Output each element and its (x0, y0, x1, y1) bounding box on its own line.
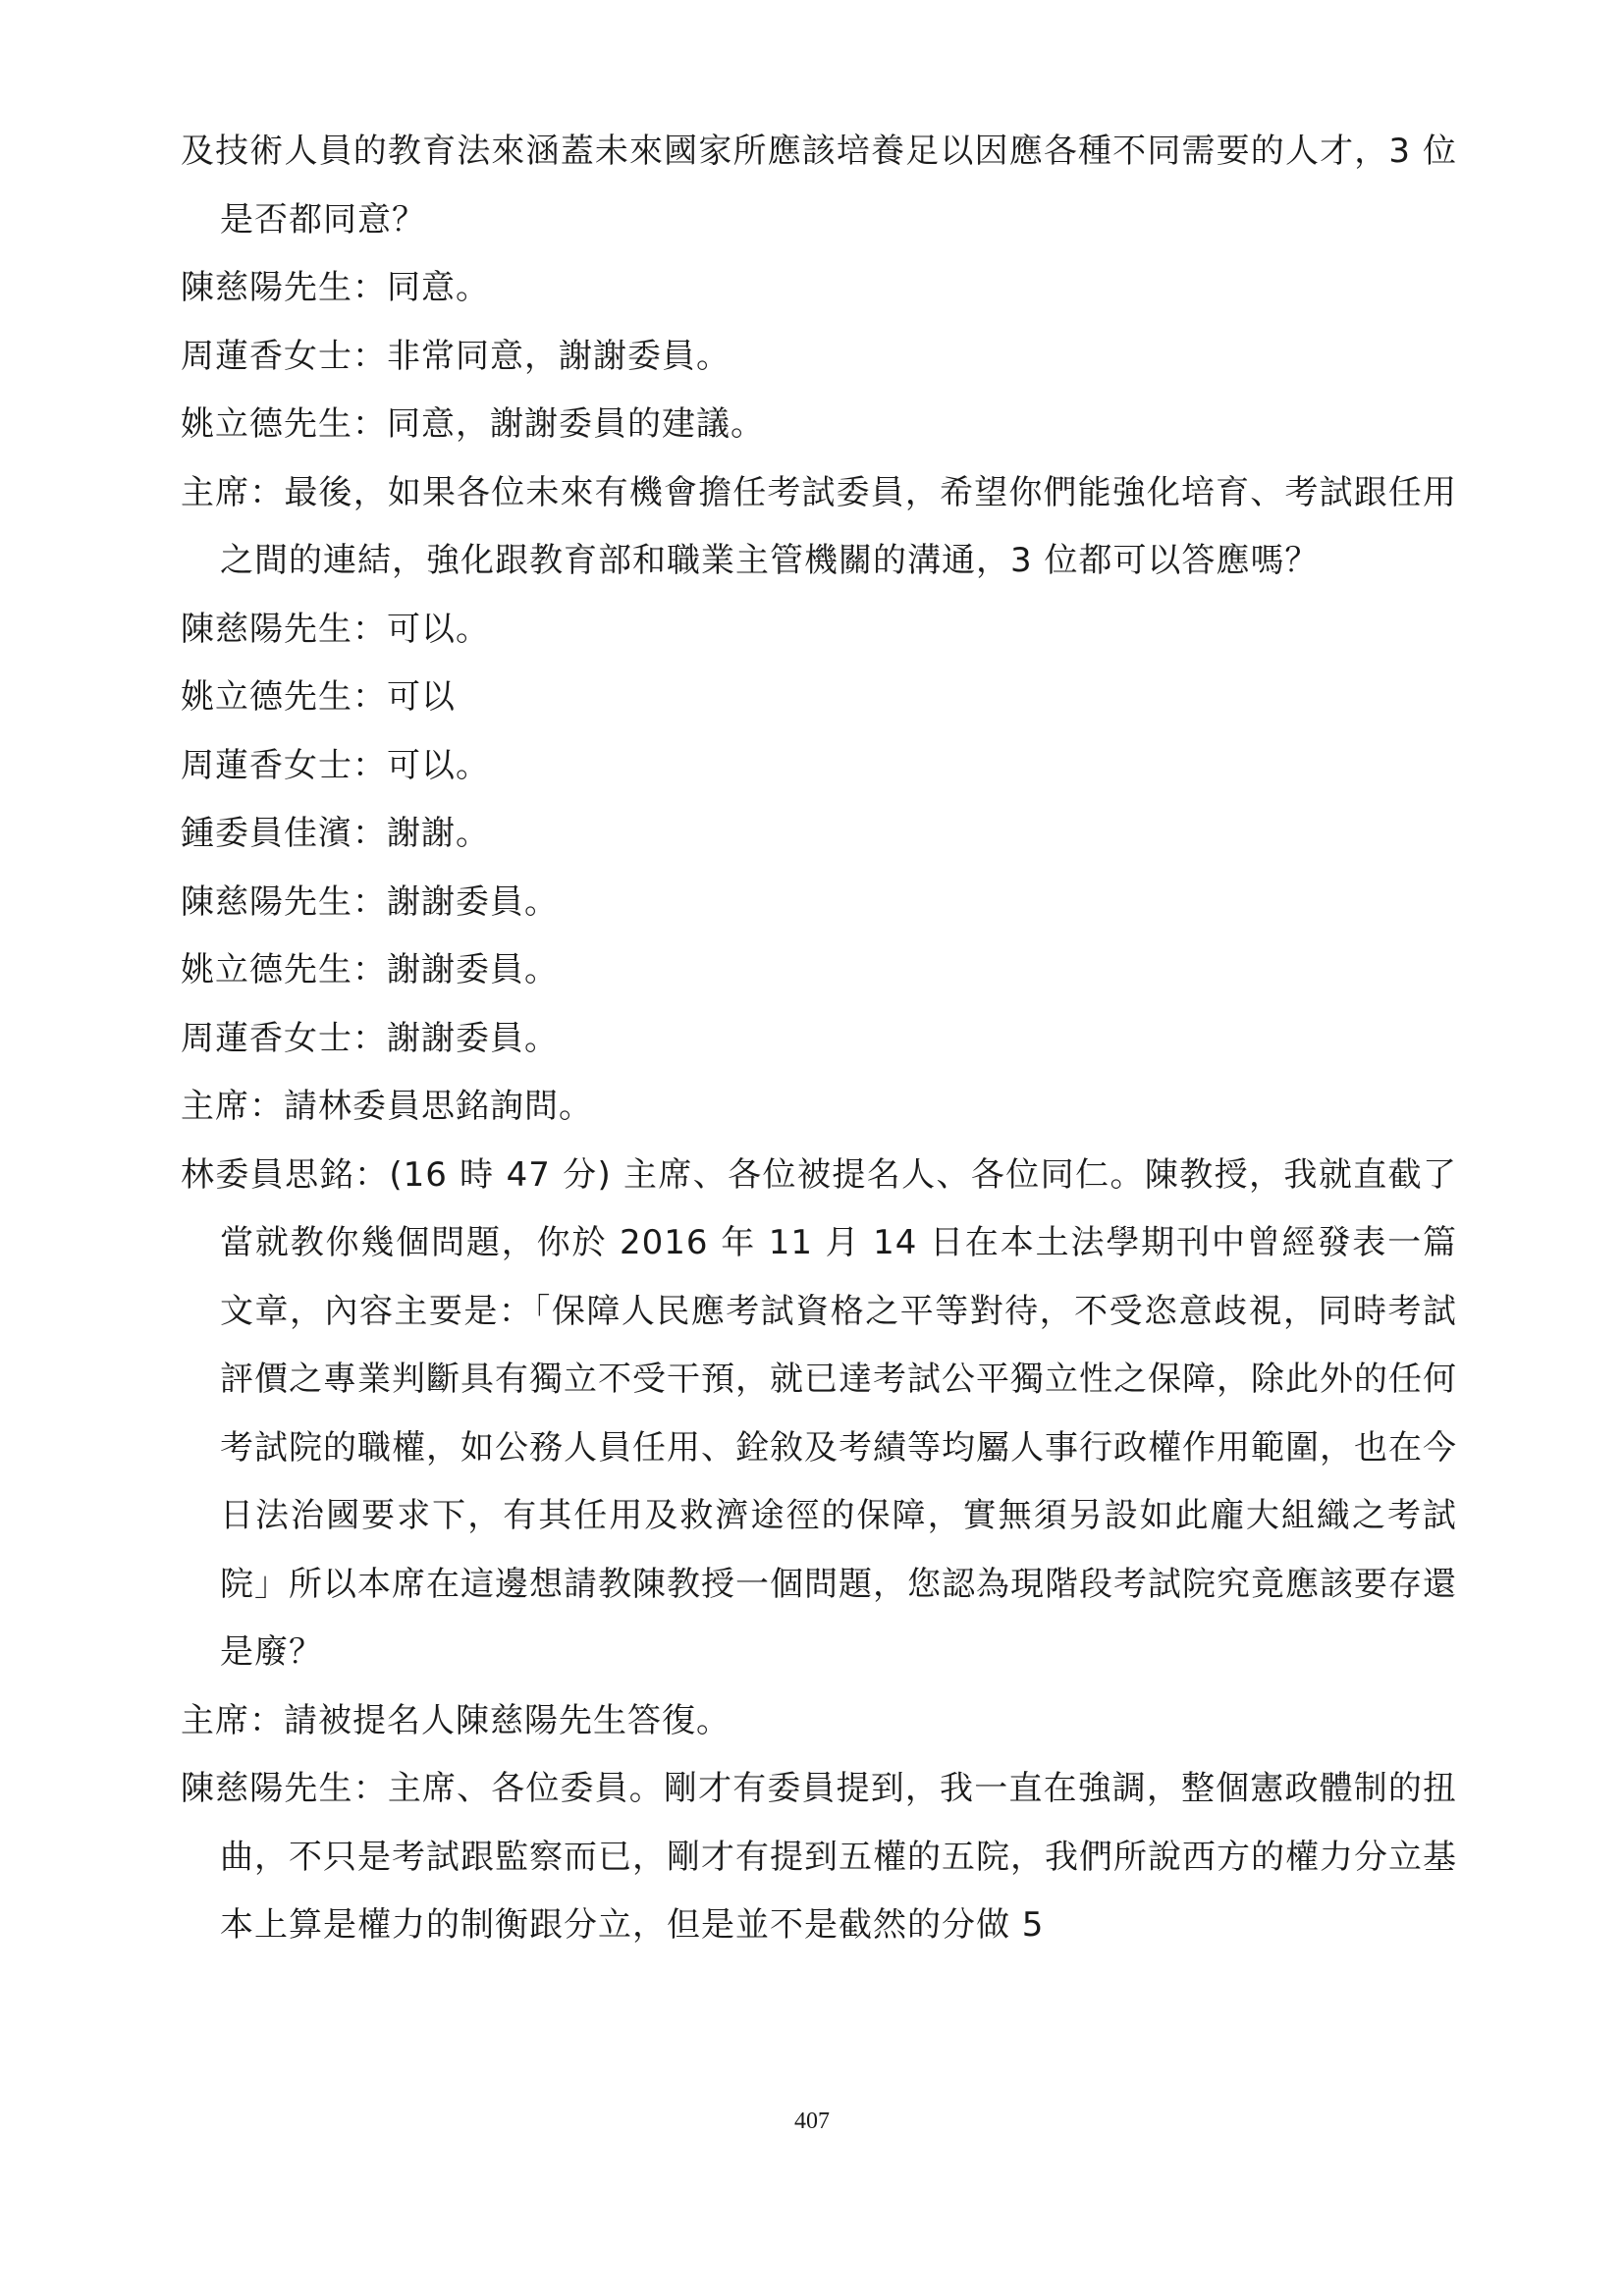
paragraph-chen-reply-ok: 陳慈陽先生：可以。 (181, 609, 490, 649)
paragraph-yao-reply-agree: 姚立德先生：同意，謝謝委員的建議。 (181, 404, 765, 444)
page-number: 407 (794, 2109, 830, 2134)
paragraph-continuation: 及技術人員的教育法來涵蓋未來國家所應該培養足以因應各種不同需要的人才，3 位是否都同意？ (181, 132, 1457, 240)
paragraph-zhou-thanks: 周蓮香女士：謝謝委員。 (181, 1018, 559, 1058)
paragraph-lin-question: 林委員思銘：(16 時 47 分) 主席、各位被提名人、各位同仁。陳教授，我就直截了當就教你幾個問題，你於 2016 年 11 月 14 日在本土法學期刊中曾經發表一篇文章，內容主要是：「保障人民應考試資格之平等對待，不受恣意歧視，同時考試評價之專業判斷具有獨立不受干預，就已達考試公平獨立性之保障，除此外的任何考試院的職權，如公務人員任用、銓敘及考績等均屬人事行政權作用範圍，也在今日法治國要求下，有其任用及救濟途徑的保障，實無須另設如此龐大組織之考試院」所以本席在這邊想請教陳教授一個問題，您認為現階段考試院究竟應該要存還是廢？ (181, 1154, 1457, 1672)
paragraph-chair-invite-lin: 主席：請林委員思銘詢問。 (181, 1087, 593, 1126)
paragraph-yao-reply-ok: 姚立德先生：可以 (181, 677, 456, 717)
paragraph-zhong-thanks: 鍾委員佳濱：謝謝。 (181, 814, 490, 853)
paragraph-zhou-reply-ok: 周蓮香女士：可以。 (181, 745, 490, 785)
paragraph-chair-question: 主席：最後，如果各位未來有機會擔任考試委員，希望你們能強化培育、考試跟任用之間的連結，強化跟教育部和職業主管機關的溝通，3 位都可以答應嗎？ (181, 472, 1457, 580)
paragraph-chair-invite-chen: 主席：請被提名人陳慈陽先生答復。 (181, 1700, 731, 1740)
transcript-body (181, 118, 1457, 1960)
paragraph-zhou-reply-agree: 周蓮香女士：非常同意，謝謝委員。 (181, 336, 731, 376)
paragraph-yao-thanks: 姚立德先生：謝謝委員。 (181, 950, 559, 989)
paragraph-chen-answer: 陳慈陽先生：主席、各位委員。剛才有委員提到，我一直在強調，整個憲政體制的扭曲，不只是考試跟監察而已，剛才有提到五權的五院，我們所說西方的權力分立基本上算是權力的制衡跟分立，但是並不是截然的分做 5 (181, 1769, 1457, 1945)
paragraph-chen-reply-agree: 陳慈陽先生：同意。 (181, 268, 490, 307)
paragraph-chen-thanks: 陳慈陽先生：謝謝委員。 (181, 881, 559, 922)
